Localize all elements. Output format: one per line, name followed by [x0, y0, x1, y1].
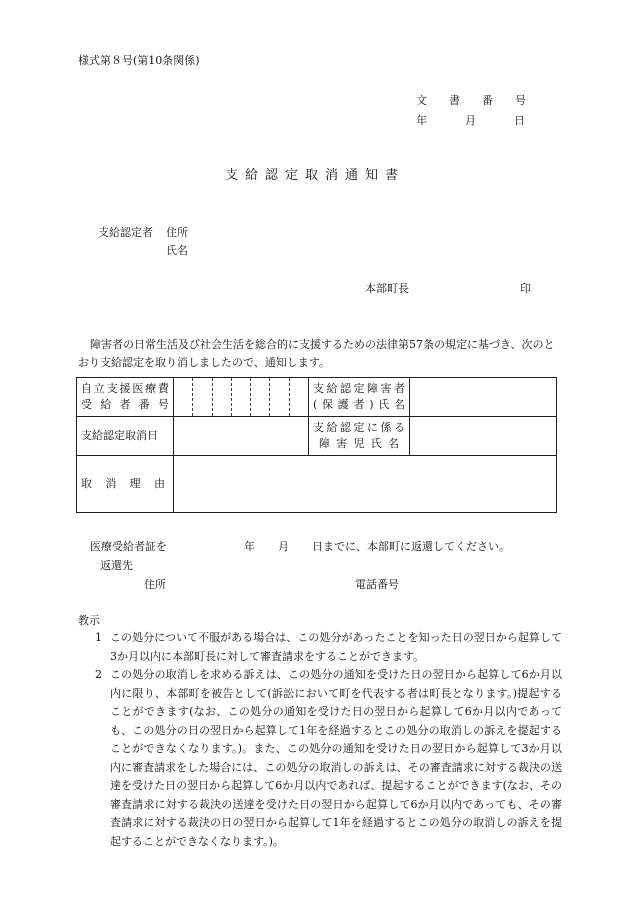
reason-field[interactable] [174, 456, 557, 513]
child-name-label-line2: 障害児氏名 [319, 437, 399, 450]
disabled-person-name-label [309, 378, 410, 417]
return-day-text: 日までに、本部町に返還してください。 [312, 540, 510, 553]
instructions-heading: 教示 [78, 614, 100, 627]
instruction-text: この処分の取消しを求める訴えは、この処分の通知を受けた日の翌日から起算して6か月以内に限り、本部町を被告として(訴訟において町を代表する者は町長となります。)提起することができます(なお、この処分の通知を受けた日の翌日から起算して6か月以内であっても、この処分の日の翌日から起算して1年を経過するとこの処分の取消しの訴えを提起することができなくなります。)。また、この処分の通知を受けた日の翌日から起算して3か月以内に審査請求をした場合には、この処分の取消しの訴えは、その審査請求に対する裁決の送達を受けた日の翌日から起算して6か月以内であれば、提起することができます(なお、その審査請求に対する裁決の送達を受けた日の翌日から起算して6か月以内であっても、その審査請求に対する裁決の日の翌日から起算して1年を経過するとこの処分の取消しの訴えを提起することができなくなります。)。 [110, 668, 562, 848]
instruction-number: 1 [95, 631, 102, 644]
disabled-person-name-field[interactable] [410, 378, 557, 417]
return-address-label: 住所 [144, 578, 166, 591]
seal-mark: 印 [520, 282, 531, 295]
cancel-date-field[interactable] [174, 417, 309, 456]
child-name-label-line1: 支給認定に係る [313, 421, 405, 434]
page-title: 支給認定取消通知書 [224, 168, 405, 183]
digit-cell[interactable] [212, 378, 231, 416]
recipient-address-label: 住所 [166, 226, 188, 239]
instructions-list [78, 629, 562, 851]
certificate-number-label-line1: 自立支援医療費 [81, 382, 169, 395]
instruction-number: 2 [95, 668, 102, 681]
instruction-item-2 [78, 666, 562, 851]
digit-cell[interactable] [289, 378, 308, 416]
form-label: 様式第８号(第10条関係) [78, 54, 200, 67]
recipient-name-label: 氏名 [166, 244, 188, 257]
child-name-label [309, 417, 410, 456]
digit-cell[interactable] [231, 378, 250, 416]
cancellation-table [76, 377, 557, 513]
digit-cell[interactable] [250, 378, 269, 416]
instruction-item-1 [78, 629, 562, 666]
date-month: 月 [465, 114, 476, 127]
return-destination-label: 返還先 [100, 559, 133, 572]
certificate-number-label-line2: 受給者番号 [81, 398, 169, 411]
reason-label [77, 456, 174, 513]
date-year: 年 [416, 114, 427, 127]
document-number-label: 文書番号 [416, 94, 548, 107]
return-year: 年 [244, 540, 255, 553]
reason-label-text: 取消理由 [81, 477, 165, 490]
recipient-label: 支給認定者 [98, 226, 153, 239]
digit-cell[interactable] [174, 378, 192, 416]
certificate-number-cells[interactable] [174, 378, 309, 417]
return-phone-label: 電話番号 [355, 578, 399, 591]
instruction-text: この処分について不服がある場合は、この処分があったことを知った日の翌日から起算して3か月以内に本部町長に対して審査請求をすることができます。 [110, 631, 562, 663]
date-line [416, 112, 525, 128]
return-month: 月 [278, 540, 289, 553]
body-text: 障害者の日常生活及び社会生活を総合的に支援するための法律第57条の規定に基づき、次のとおり支給認定を取り消しましたので、通知します。 [78, 338, 555, 369]
cancel-date-label: 支給認定取消日 [77, 417, 174, 456]
certificate-number-label [77, 378, 174, 417]
disabled-person-name-label-line1: 支給認定障害者 [313, 382, 405, 395]
digit-cell[interactable] [192, 378, 211, 416]
date-day: 日 [514, 114, 525, 127]
issuer-mayor: 本部町長 [365, 282, 409, 295]
child-name-field[interactable] [410, 417, 557, 456]
digit-cell[interactable] [269, 378, 288, 416]
return-notice-line: 医療受給者証を [90, 540, 167, 553]
disabled-person-name-label-line2: (保護者)氏名 [313, 398, 405, 411]
